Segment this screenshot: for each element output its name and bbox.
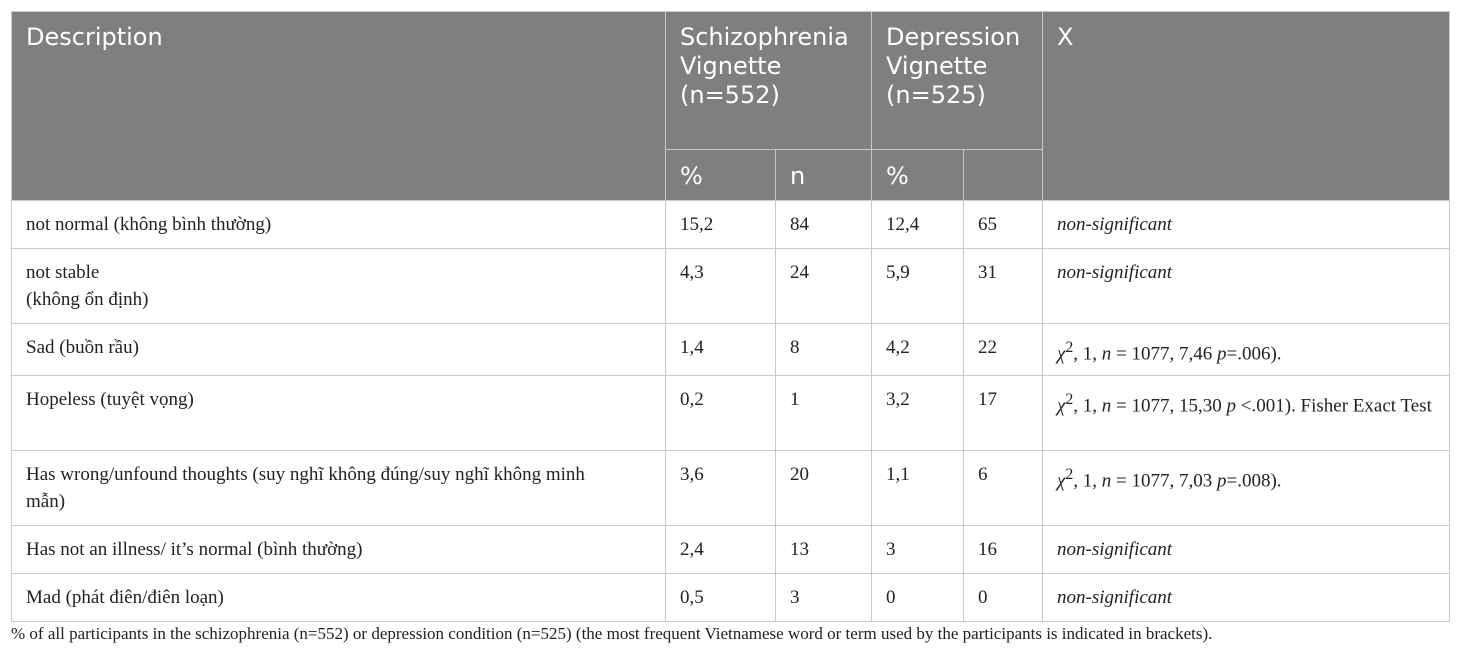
table-row [12,324,1450,376]
depression-percent: 5,9 [872,249,964,324]
test-result: $\chi^2$, 1, n = 1077, 15,30 p <.001). Fisher Exact Test [1043,376,1450,451]
test-result: non-significant [1043,249,1450,324]
table-footnote: % of all participants in the schizophrenia (n=552) or depression condition (n=525) (the most frequent Vietnamese word or term used by the participants is indicated in brackets). [11,624,1213,643]
schizophrenia-n: 1 [776,376,872,451]
schizophrenia-percent: 15,2 [666,201,776,249]
schizophrenia-n: 84 [776,201,872,249]
schizophrenia-percent: 4,3 [666,249,776,324]
depression-percent: 1,1 [872,451,964,526]
schizophrenia-percent: 2,4 [666,526,776,574]
row-description-line2: (không ổn định) [26,289,149,310]
header-depression: Depression Vignette (n=525) [872,12,1043,150]
schizophrenia-percent: 1,4 [666,324,776,376]
depression-n: 65 [964,201,1043,249]
row-description: Sad (buồn rầu) [12,324,666,376]
schizophrenia-n: 3 [776,574,872,622]
table-row [12,574,1450,622]
header-description: Description [12,12,666,201]
test-result: non-significant [1043,526,1450,574]
test-result: $\chi^2$, 1, n = 1077, 7,03 p=.008). [1043,451,1450,526]
header-schizophrenia: Schizophrenia Vignette (n=552) [666,12,872,150]
row-description [12,249,666,324]
row-description: Hopeless (tuyệt vọng) [12,376,666,451]
row-description-line1: not stable [26,262,100,283]
table-row [12,249,1450,324]
header-x: X [1043,12,1450,201]
header-sub-percent-schizophrenia: % [666,150,776,201]
header-sub-n-depression [964,150,1043,201]
depression-percent: 12,4 [872,201,964,249]
header-sub-n-schizophrenia: n [776,150,872,201]
table-row [12,526,1450,574]
row-description: Mad (phát điên/điên loạn) [12,574,666,622]
schizophrenia-percent: 0,5 [666,574,776,622]
schizophrenia-n: 24 [776,249,872,324]
test-result: non-significant [1043,574,1450,622]
depression-n: 16 [964,526,1043,574]
depression-percent: 3,2 [872,376,964,451]
test-result: non-significant [1043,201,1450,249]
depression-percent: 0 [872,574,964,622]
schizophrenia-n: 8 [776,324,872,376]
depression-n: 6 [964,451,1043,526]
row-description: not normal (không bình thường) [12,201,666,249]
results-table [11,11,1450,622]
schizophrenia-percent: 3,6 [666,451,776,526]
schizophrenia-n: 13 [776,526,872,574]
test-result: $\chi^2$, 1, n = 1077, 7,46 p=.006). [1043,324,1450,376]
table-row [12,201,1450,249]
table-row [12,376,1450,451]
table-row [12,451,1450,526]
schizophrenia-percent: 0,2 [666,376,776,451]
depression-percent: 4,2 [872,324,964,376]
depression-n: 17 [964,376,1043,451]
row-description: Has not an illness/ it’s normal (bình thường) [12,526,666,574]
depression-percent: 3 [872,526,964,574]
depression-n: 31 [964,249,1043,324]
depression-n: 0 [964,574,1043,622]
schizophrenia-n: 20 [776,451,872,526]
depression-n: 22 [964,324,1043,376]
header-sub-percent-depression: % [872,150,964,201]
row-description: Has wrong/unfound thoughts (suy nghĩ không đúng/suy nghĩ không minh mẫn) [12,451,666,526]
